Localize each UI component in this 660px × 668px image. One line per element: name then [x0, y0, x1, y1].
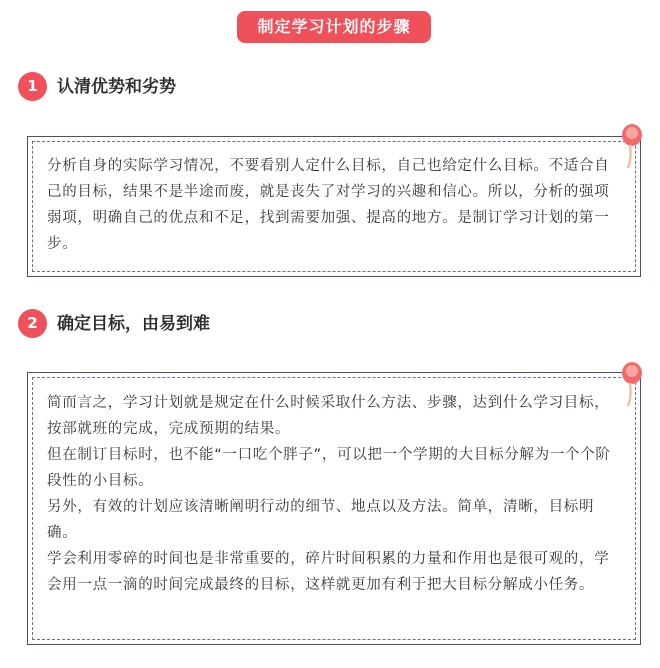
card-text [47, 390, 624, 598]
flower-petal-icon [621, 124, 643, 170]
flower-petal-icon [621, 362, 643, 408]
page-title: 制定学习计划的步骤 [237, 11, 431, 43]
card-paragraph: 分析自身的实际学习情况，不要看别人定什么目标，自己也给定什么目标。不适合自己的目标，结果不是半途而废，就是丧失了对学习的兴趣和信心。所以，分析的强项弱项，明确自己的优点和不足，找到需要加强、提高的地方。是制订学习计划的第一步。 [47, 158, 610, 252]
card-paragraph: 另外，有效的计划应该清晰阐明行动的细节、地点以及方法。简单，清晰，目标明确。 [47, 499, 595, 541]
section-card-1 [27, 136, 641, 277]
card-paragraph: 学会利用零碎的时间也是非常重要的，碎片时间积累的力量和作用也是很可观的，学会用一点一滴的时间完成最终的目标，这样就更加有利于把大目标分解成小任务。 [47, 551, 610, 593]
card-paragraph: 简而言之，学习计划就是规定在什么时候采取什么方法、步骤，达到什么学习目标，按部就班的完成，完成预期的结果。 [47, 395, 610, 437]
section-number-badge: 2 [18, 309, 47, 338]
section-number-badge: 1 [18, 72, 47, 101]
section-title: 认清优势和劣势 [57, 77, 176, 97]
card-paragraph: 但在制订目标时，也不能“一口吃个胖子”，可以把一个学期的大目标分解为一个个阶段性的小目标。 [47, 447, 611, 489]
card-text [47, 153, 624, 257]
section-title: 确定目标，由易到难 [57, 314, 210, 334]
section-card-2 [27, 372, 641, 645]
